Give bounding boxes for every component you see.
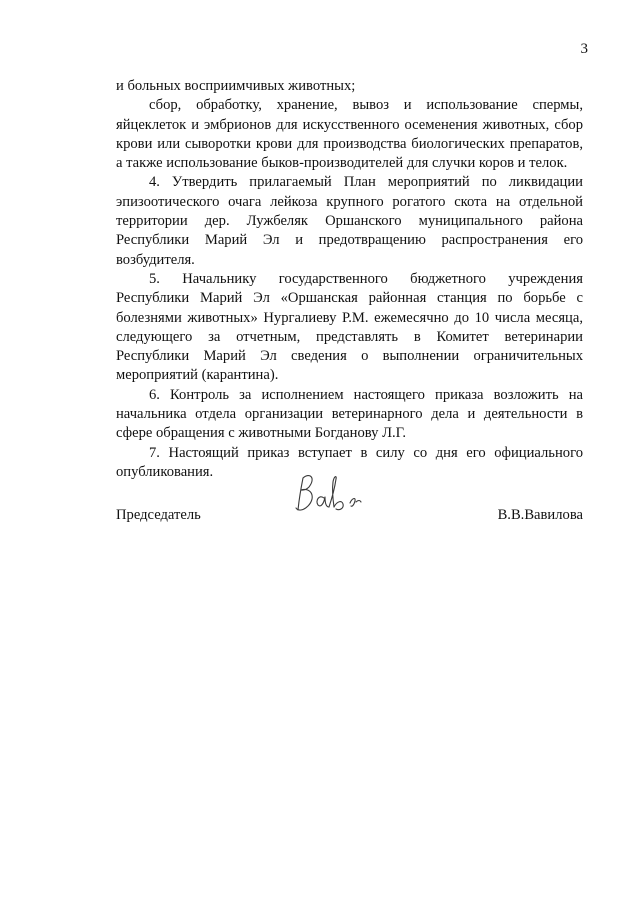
signer-name: В.В.Вавилова (497, 507, 583, 523)
paragraph-item-7: 7. Настоящий приказ вступает в силу со дня его официального опубликования. (116, 444, 583, 480)
signer-title: Председатель (116, 507, 201, 523)
document-body (116, 77, 583, 482)
page-number: 3 (580, 41, 588, 57)
signature-block (116, 506, 583, 528)
paragraph-collection-of-materials: сбор, обработку, хранение, вывоз и использование спермы, яйцеклеток и эмбрионов для искусственного осеменения животных, сбор крови или сыворотки крови для производства биологических препаратов, а также использование быков-производителей для случки коров и телок. (116, 97, 583, 172)
paragraph-item-6: 6. Контроль за исполнением настоящего приказа возложить на начальника отдела организации ветеринарного дела и деятельности в сфере обращения с животными Богданову Л.Г. (116, 386, 583, 442)
paragraph-item-5: 5. Начальнику государственного бюджетного учреждения Республики Марий Эл «Оршанская районная станция по борьбе с болезнями животных» Нургалиеву Р.М. ежемесячно до 10 числа месяца, следующего за отчетным, представлять в Комитет ветеринарии Республики Марий Эл сведения о выполнении ограничительных мероприятий (карантина). (116, 270, 583, 384)
paragraph-item-4: 4. Утвердить прилагаемый План мероприятий по ликвидации эпизоотического очага лейкоза крупного рогатого скота на отдельной территории дер. Лужбеляк Оршанского муниципального района Республики Марий Эл и предотвращению распространения его возбудителя. (116, 174, 583, 268)
paragraph-continuation: и больных восприимчивых животных; (116, 78, 356, 94)
